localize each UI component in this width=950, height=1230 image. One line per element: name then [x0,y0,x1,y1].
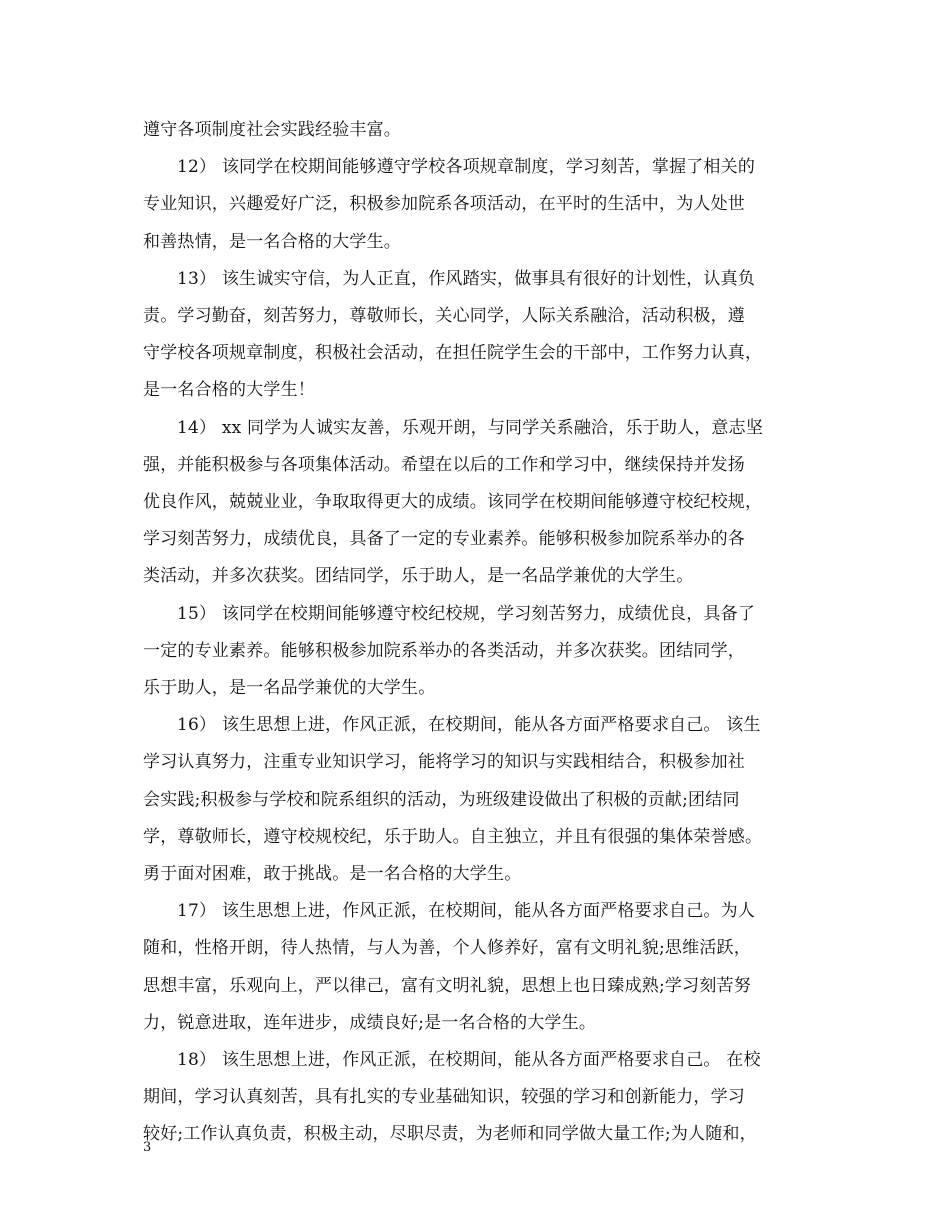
text-line: 学习刻苦努力，成绩优良，具备了一定的专业素养。能够积极参加院系举办的各 [143,529,745,549]
text-line: 勇于面对困难，敢于挑战。是一名合格的大学生。 [143,864,522,884]
text-line: 守学校各项规章制度，积极社会活动，在担任院学生会的干部中，工作努力认真， [143,343,763,363]
text-line: 思想丰富，乐观向上，严以律己，富有文明礼貌，思想上也日臻成熟;学习刻苦努 [143,976,751,996]
text-line: 14） xx 同学为人诚实友善，乐观开朗，与同学关系融洽，乐于助人，意志坚 [177,418,764,438]
text-line: 强，并能积极参与各项集体活动。希望在以后的工作和学习中，继续保持并发扬 [143,455,745,475]
text-line: 专业知识，兴趣爱好广泛，积极参加院系各项活动，在平时的生活中，为人处世 [143,194,745,214]
text-line: 17） 该生思想上进，作风正派，在校期间，能从各方面严格要求自己。为人 [177,901,756,921]
text-line: 是一名合格的大学生！ [143,380,315,400]
text-line: 学，尊敬师长，遵守校规校纪，乐于助人。自主独立，并且有很强的集体荣誉感。 [143,827,763,847]
text-line: 学习认真努力，注重专业知识学习，能将学习的知识与实践相结合，积极参加社 [143,752,745,772]
text-line: 16） 该生思想上进，作风正派，在校期间，能从各方面严格要求自己。 该生 [177,715,761,735]
text-line: 优良作风，兢兢业业，争取取得更大的成绩。该同学在校期间能够遵守校纪校规， [143,492,763,512]
text-line: 和善热情，是一名合格的大学生。 [143,232,401,252]
text-line: 遵守各项制度社会实践经验丰富。 [143,120,401,140]
text-line: 较好;工作认真负责，积极主动，尽职尽责，为老师和同学做大量工作;为人随和， [143,1124,757,1144]
text-line: 12） 该同学在校期间能够遵守学校各项规章制度，学习刻苦，掌握了相关的 [177,157,756,177]
text-line: 期间，学习认真刻苦，具有扎实的专业基础知识，较强的学习和创新能力，学习 [143,1087,745,1107]
text-line: 类活动，并多次获奖。团结同学，乐于助人，是一名品学兼优的大学生。 [143,566,694,586]
text-line: 15） 该同学在校期间能够遵守校纪校规，学习刻苦努力，成绩优良，具备了 [177,604,756,624]
text-line: 一定的专业素养。能够积极参加院系举办的各类活动，并多次获奖。团结同学， [143,641,745,661]
page-number: 3 [143,1140,152,1155]
text-line: 随和，性格开朗，待人热情，与人为善，个人修养好，富有文明礼貌;思维活跃， [143,938,751,958]
text-line: 会实践;积极参与学校和院系组织的活动，为班级建设做出了积极的贡献;团结同 [143,790,740,810]
text-line: 13） 该生诚实守信，为人正直，作风踏实，做事具有很好的计划性，认真负 [177,269,756,289]
text-line: 18） 该生思想上进，作风正派，在校期间，能从各方面严格要求自己。 在校 [177,1050,761,1070]
text-line: 力，锐意进取，连年进步，成绩良好;是一名合格的大学生。 [143,1013,597,1033]
text-line: 责。学习勤奋，刻苦努力，尊敬师长，关心同学，人际关系融洽，活动积极，遵 [143,306,745,326]
text-line: 乐于助人，是一名品学兼优的大学生。 [143,678,436,698]
